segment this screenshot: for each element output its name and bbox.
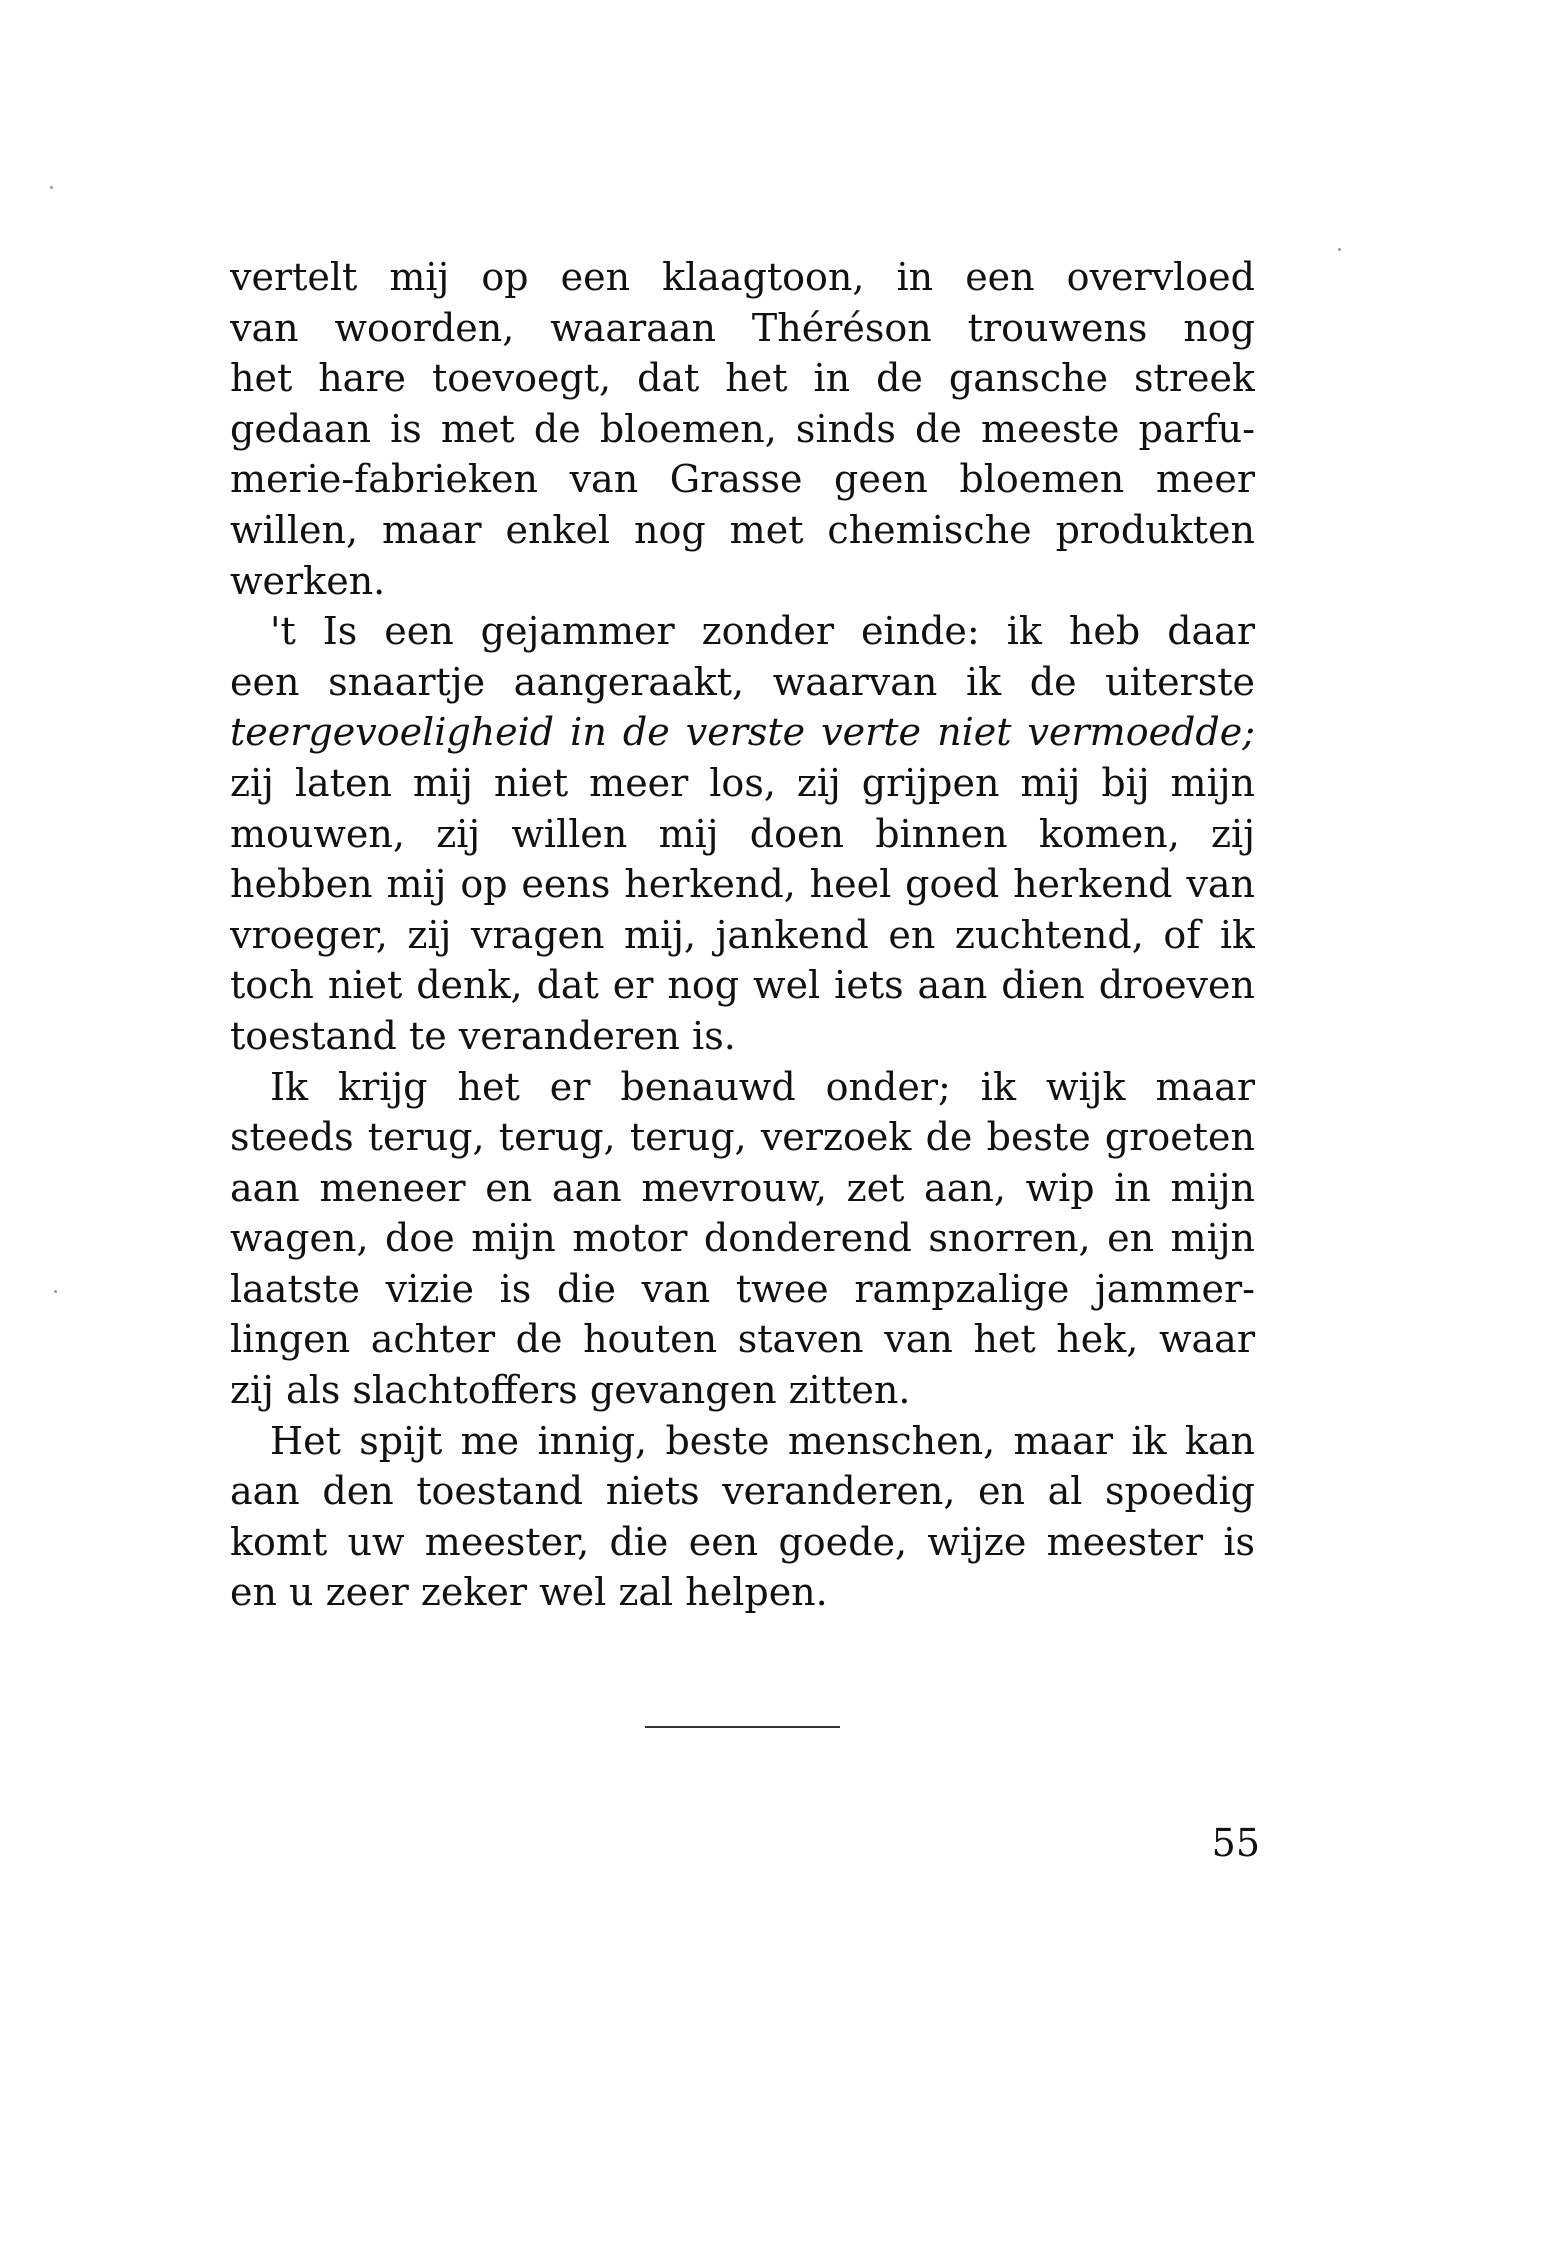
text-line: het hare toevoegt, dat het in de gansche streek (230, 356, 1255, 401)
text-line: laatste vizie is die van twee rampzalige jammer- (230, 1266, 1255, 1311)
paper-speck (54, 1290, 57, 1293)
text-line: hebben mij op eens herkend, heel goed herkend van (230, 862, 1255, 907)
text-line: vroeger, zij vragen mij, jankend en zuchtend, of ik (230, 912, 1255, 957)
text-line: lingen achter de houten staven van het hek, waar (230, 1317, 1255, 1362)
text-line: mouwen, zij willen mij doen binnen komen, zij (230, 811, 1255, 856)
section-divider (645, 1726, 840, 1728)
text-line: wagen, doe mijn motor donderend snorren, en mijn (230, 1216, 1255, 1261)
text-line: van woorden, waaraan Théréson trouwens nog (230, 305, 1255, 350)
text-line: toch niet denk, dat er nog wel iets aan dien droeven (230, 963, 1255, 1008)
text-line: komt uw meester, die een goede, wijze meester is (230, 1519, 1255, 1564)
text-line: gedaan is met de bloemen, sinds de meeste parfu- (230, 406, 1255, 451)
text-line: en u zeer zeker wel zal helpen. (230, 1570, 828, 1615)
text-line: zij als slachtoffers gevangen zitten. (230, 1368, 911, 1413)
paper-speck (1338, 248, 1341, 251)
paper-speck (50, 186, 53, 189)
paragraph-start: 't Is een gejammer zonder einde: ik heb daar (270, 609, 1255, 654)
text-line: steeds terug, terug, terug, verzoek de beste groeten (230, 1115, 1255, 1160)
text-line: vertelt mij op een klaagtoon, in een overvloed (230, 255, 1255, 299)
text-line: aan meneer en aan mevrouw, zet aan, wip in mijn (230, 1165, 1255, 1210)
paragraph-start: Het spijt me innig, beste menschen, maar ik kan (270, 1418, 1255, 1463)
text-line-italic: teergevoeligheid in de verste verte niet vermoedde; (230, 710, 1255, 755)
text-line: toestand te veranderen is. (230, 1013, 736, 1058)
text-line: merie-fabrieken van Grasse geen bloemen meer (230, 457, 1255, 502)
page-number: 55 (1211, 1821, 1260, 1865)
text-line: willen, maar enkel nog met chemische produkten (230, 507, 1255, 552)
text-line: zij laten mij niet meer los, zij grijpen mij bij mijn (230, 760, 1255, 805)
body-text (230, 252, 1255, 1618)
text-line: aan den toestand niets veranderen, en al spoedig (230, 1469, 1255, 1514)
text-line: een snaartje aangeraakt, waarvan ik de uiterste (230, 659, 1255, 704)
text-line: werken. (230, 558, 386, 603)
paragraph-start: Ik krijg het er benauwd onder; ik wijk maar (270, 1064, 1255, 1109)
